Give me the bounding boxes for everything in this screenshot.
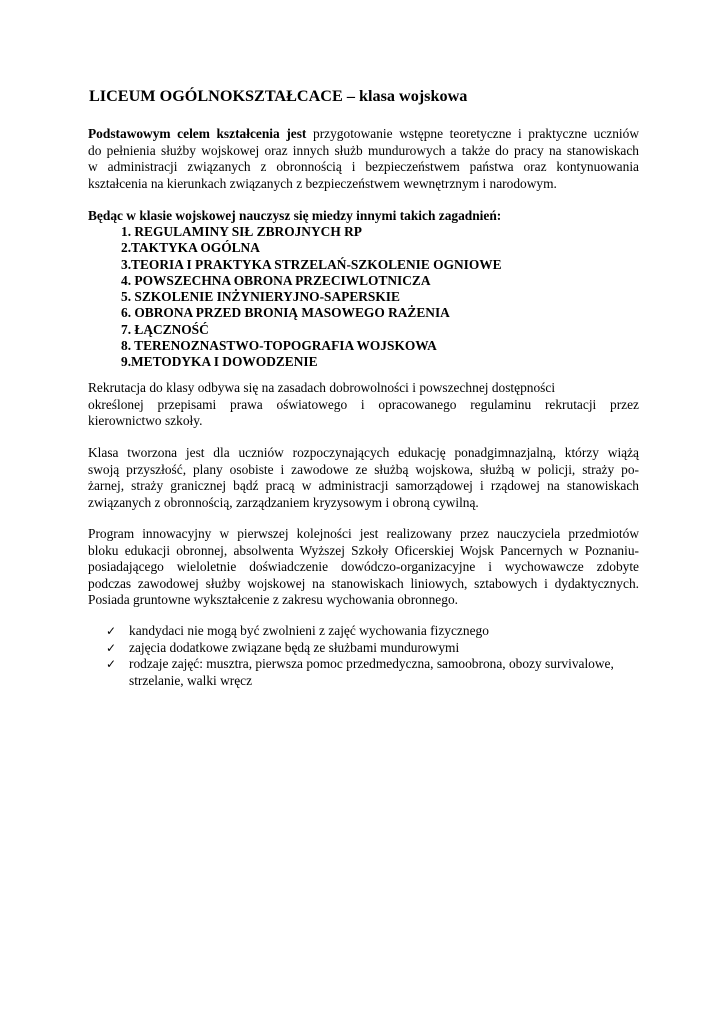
program-paragraph: [88, 526, 639, 609]
topic-item: 4. POWSZECHNA OBRONA PRZECIWLOTNICZA: [121, 272, 431, 288]
recruitment-line: Rekrutacja do klasy odbywa się na zasadach dobrowolności i powszechnej dostępności: [88, 380, 556, 395]
recruitment-line: określonej przepisami prawa oświatowego i opracowanego regulaminu rekrutacji przez: [88, 396, 639, 412]
intro-line: w administracji związanych z obronnością i bezpieczeństwem państwa oraz kontynuowania: [88, 159, 639, 175]
program-line: bloku edukacji obronnej, absolwenta Wyższej Szkoły Oficerskiej Wojsk Pancernych w Poznaniu-: [88, 542, 639, 558]
topic-item: 5. SZKOLENIE INŻYNIERYJNO-SAPERSKIE: [121, 289, 400, 305]
intro-lead: Podstawowym celem kształcenia jest: [88, 126, 307, 141]
topic-item: 1. REGULAMINY SIŁ ZBROJNYCH RP: [121, 224, 362, 239]
intro-line: kształcenia na kierunkach związanych z bezpieczeństwem wewnętrznym i narodowym.: [88, 175, 557, 191]
requirement-text: rodzaje zajęć: musztra, pierwsza pomoc przedmedyczna, samoobrona, obozy survivalowe,: [129, 656, 614, 672]
page-title: LICEUM OGÓLNOKSZTAŁCACE – klasa wojskowa: [89, 87, 468, 105]
class-info-line: żarnej, straży granicznej bądź pracą w administracji samorządowej i rządowej na stanowiskach: [88, 478, 639, 494]
intro-line: przygotowanie wstępne teoretyczne i praktyczne uczniów: [306, 126, 640, 141]
requirement-item: [106, 623, 659, 640]
recruitment-line: kierownictwo szkoły.: [88, 413, 203, 429]
check-mark-icon: ✓: [106, 624, 117, 638]
class-info-line: Klasa tworzona jest dla uczniów rozpoczynających edukację ponadgimnazjalną, którzy wiążą: [88, 445, 639, 460]
topic-item: 7. ŁĄCZNOŚĆ: [121, 321, 209, 337]
topic-item: 9.METODYKA I DOWODZENIE: [121, 354, 318, 370]
requirement-item: [106, 640, 659, 657]
requirements-list: [106, 623, 659, 689]
class-info-line: związanych z obronnością, zarządzaniem kryzysowym i obroną cywilną.: [88, 494, 479, 510]
requirement-text: zajęcia dodatkowe związane będą ze służbami mundurowymi: [129, 639, 460, 655]
program-line: Program innowacyjny w pierwszej kolejności jest realizowany przez nauczyciela przedmiotów: [88, 526, 639, 541]
class-info-line: swoją przyszłość, plany osobiste i zawodowe ze służbą wojskowa, służbą w policji, straży po-: [88, 461, 639, 477]
requirement-item: [106, 656, 659, 689]
intro-line: do pełnienia służby wojskowej oraz innych służb mundurowych a także do pracy na stanowiskach: [88, 142, 639, 158]
topic-item: 8. TERENOZNASTWO-TOPOGRAFIA WOJSKOWA: [121, 338, 437, 354]
check-mark-icon: ✓: [106, 657, 117, 672]
program-line: posiadającego wieloletnie doświadczenie dowódczo-organizacyjne i wychowawcze zdobyte: [88, 559, 639, 575]
requirement-text: kandydaci nie mogą być zwolnieni z zajęć wychowania fizycznego: [129, 623, 489, 638]
topics-list: [121, 224, 502, 371]
recruitment-paragraph: [88, 380, 639, 430]
program-line: Posiada gruntowne wykształcenie z zakresu wychowania obronnego.: [88, 592, 458, 608]
topic-item: 3.TEORIA I PRAKTYKA STRZELAŃ-SZKOLENIE OGNIOWE: [121, 256, 502, 272]
check-mark-icon: ✓: [106, 640, 117, 655]
topic-item: 6. OBRONA PRZED BRONIĄ MASOWEGO RAŻENIA: [121, 305, 450, 321]
requirement-text: strzelanie, walki wręcz: [129, 672, 253, 688]
program-line: podczas zawodowej służby wojskowej na stanowiskach liniowych, sztabowych i dydaktycznych.: [88, 575, 639, 591]
class-info-paragraph: [88, 445, 639, 511]
intro-paragraph: [88, 126, 639, 192]
topic-item: 2.TAKTYKA OGÓLNA: [121, 240, 260, 256]
topics-heading: Będąc w klasie wojskowej nauczysz się miedzy innymi takich zagadnień:: [88, 208, 502, 223]
